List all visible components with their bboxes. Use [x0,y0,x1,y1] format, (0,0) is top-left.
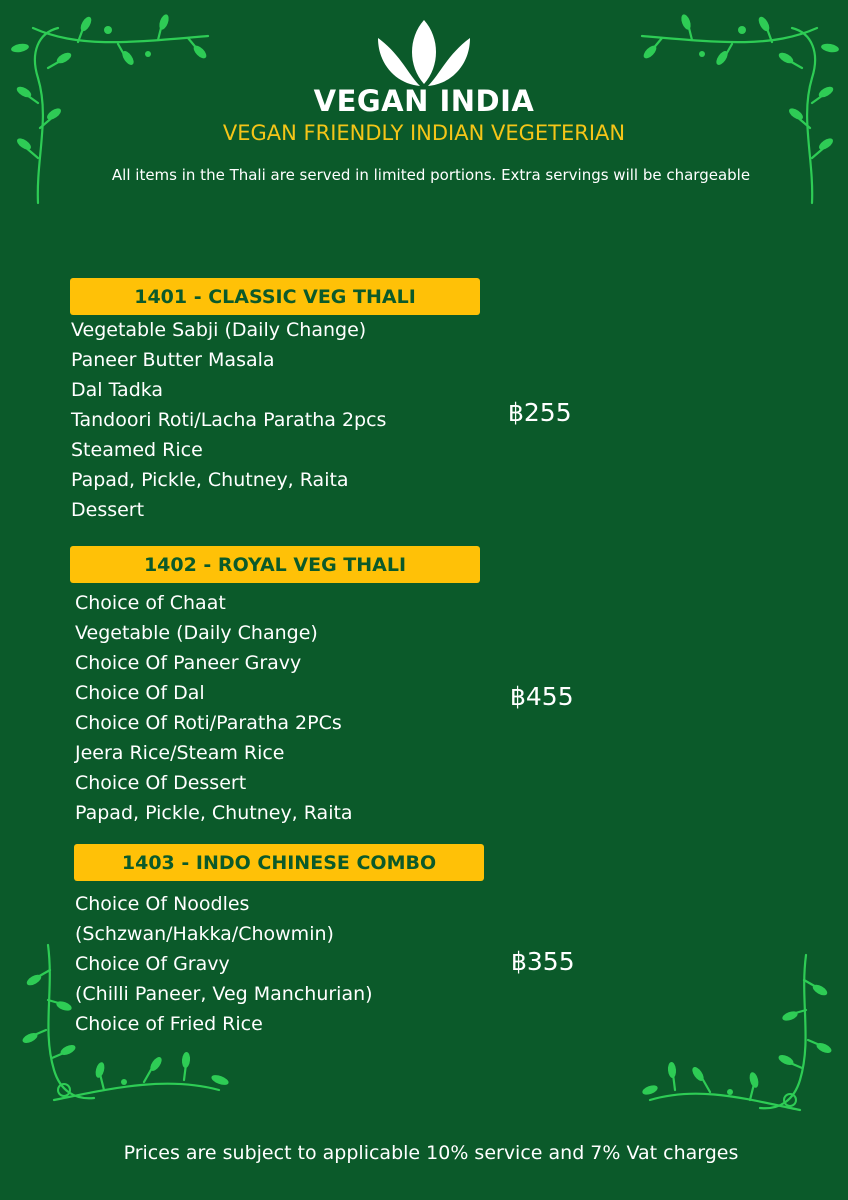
menu-item: Tandoori Roti/Lacha Paratha 2pcs [71,409,387,431]
price: ฿355 [511,947,575,976]
menu-item: Vegetable (Daily Change) [75,622,318,644]
menu-item: Papad, Pickle, Chutney, Raita [75,802,353,824]
section-heading: 1402 - ROYAL VEG THALI [70,546,480,583]
menu-item: Choice of Fried Rice [75,1013,263,1035]
menu-item: Choice Of Dessert [75,772,247,794]
brand-name: VEGAN INDIA [313,84,535,118]
menu-item-list [75,889,373,1039]
menu-item: Choice of Chaat [75,592,226,614]
menu-item: Choice Of Dal [75,682,205,704]
menu-item: Jeera Rice/Steam Rice [75,742,285,764]
menu-item: Vegetable Sabji (Daily Change) [71,319,367,341]
menu-item: Papad, Pickle, Chutney, Raita [71,469,349,491]
menu-item: Dessert [71,499,145,521]
menu-item: Steamed Rice [71,439,203,461]
section-heading: 1403 - INDO CHINESE COMBO [74,844,484,881]
section-heading: 1401 - CLASSIC VEG THALI [70,278,480,315]
menu-item: Choice Of Noodles [75,893,250,915]
portion-note: All items in the Thali are served in limited portions. Extra servings will be chargeable [111,166,751,184]
menu-item-list [75,588,353,828]
footer-note: Prices are subject to applicable 10% service and 7% Vat charges [123,1142,739,1164]
price: ฿255 [508,398,572,427]
vine-decoration-bottom-right [640,950,840,1125]
menu-item: Dal Tadka [71,379,164,401]
lotus-icon [372,18,476,92]
menu-item: Choice Of Paneer Gravy [75,652,302,674]
menu-item: Choice Of Gravy [75,953,230,975]
price: ฿455 [510,682,574,711]
menu-item-list [71,315,386,525]
tagline: VEGAN FRIENDLY INDIAN VEGETERIAN [222,121,626,145]
menu-item: Paneer Butter Masala [71,349,275,371]
menu-item: Choice Of Roti/Paratha 2PCs [75,712,342,734]
menu-item: (Chilli Paneer, Veg Manchurian) [75,983,373,1005]
menu-item: (Schzwan/Hakka/Chowmin) [75,923,334,945]
